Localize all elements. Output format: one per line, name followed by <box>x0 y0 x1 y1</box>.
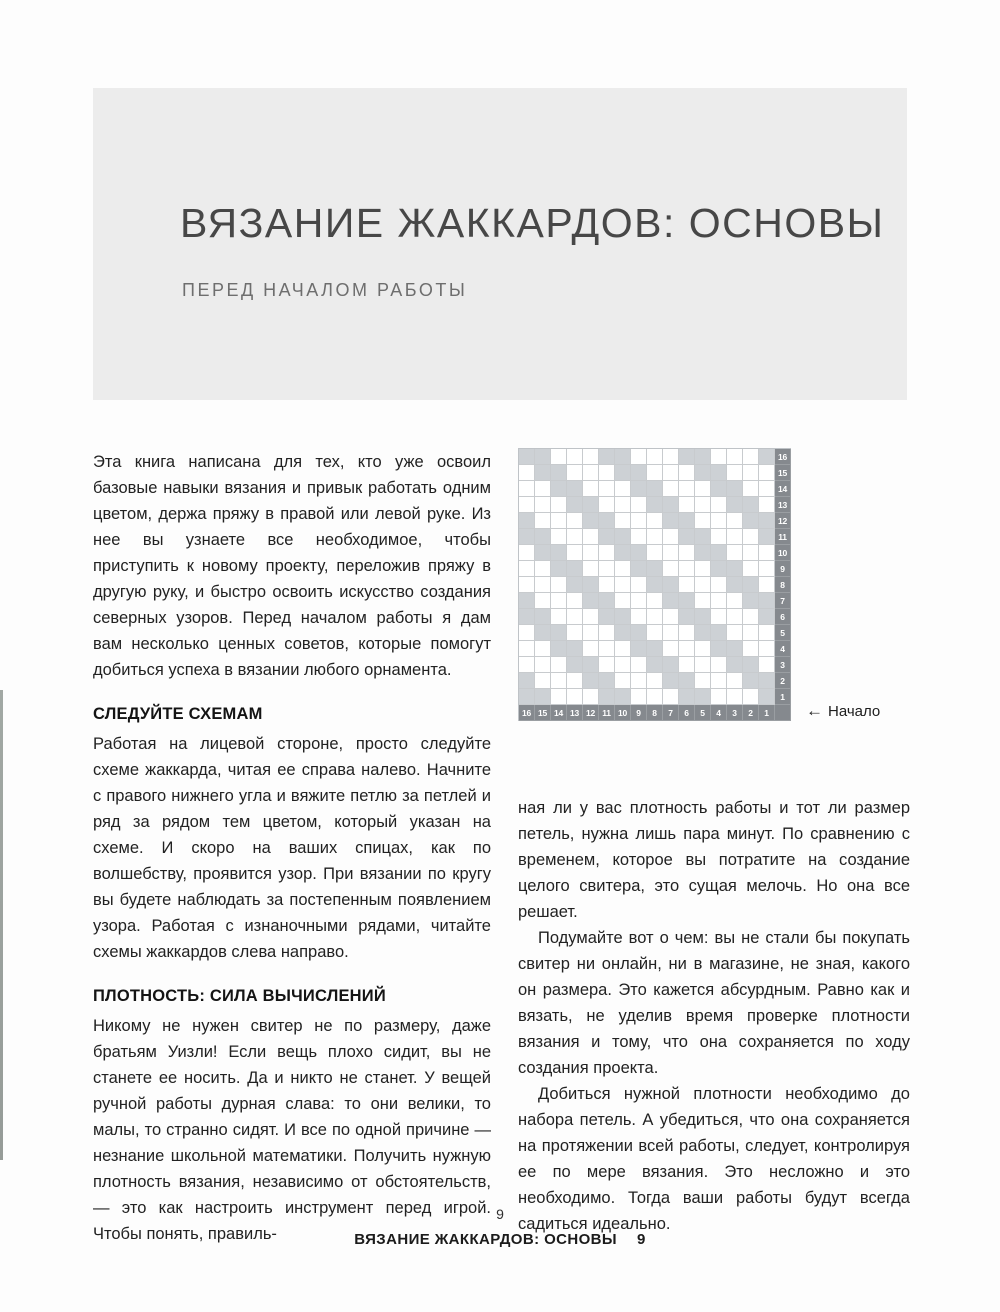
chart-cell <box>727 577 743 593</box>
chart-cell <box>679 609 695 625</box>
chart-cell <box>535 529 551 545</box>
chart-cell <box>567 673 583 689</box>
chart-cell <box>519 593 535 609</box>
chart-cell <box>631 481 647 497</box>
chart-cell <box>615 577 631 593</box>
chart-cell <box>663 641 679 657</box>
chart-cell <box>727 481 743 497</box>
chart-cell <box>551 641 567 657</box>
section-body: Никому не нужен свитер не по размеру, даже братьям Уизли! Если вещь плохо сидит, вы не станете ее носить. Да и никто не станет. У вещей ручной работы дурная слава: то они велики, то малы, то странно сидят. И все по одной причине — незнание школьной математики. Получить нужную плотность вязания, независимо от обстоятельств, — это как настроить инструмент перед игрой. Чтобы понять, правиль- <box>93 1017 491 1243</box>
chart-cell <box>583 529 599 545</box>
chart-cell <box>759 481 775 497</box>
chart-cell <box>759 577 775 593</box>
chart-cell <box>647 609 663 625</box>
chart-start-label <box>806 698 880 725</box>
chart-cell <box>743 673 759 689</box>
chart-cell <box>567 529 583 545</box>
chart-cell <box>759 561 775 577</box>
chart-col-label: 3 <box>727 705 743 721</box>
chart-cell <box>535 673 551 689</box>
chart-cell <box>647 561 663 577</box>
chart-col-label: 6 <box>679 705 695 721</box>
page-edge-shadow <box>0 690 3 1160</box>
chart-cell <box>519 529 535 545</box>
chart-cell <box>519 449 535 465</box>
chart-grid <box>518 448 791 721</box>
chart-cell <box>631 545 647 561</box>
chart-row-label: 12 <box>775 513 791 529</box>
chart-cell <box>695 529 711 545</box>
chart-cell <box>567 641 583 657</box>
chart-cell <box>583 545 599 561</box>
chart-cell <box>663 625 679 641</box>
chart-cell <box>679 481 695 497</box>
chart-cell <box>631 497 647 513</box>
chart-cell <box>647 657 663 673</box>
chart-col-label: 12 <box>583 705 599 721</box>
chart-cell <box>599 593 615 609</box>
body-paragraph: Добиться нужной плотности необходимо до набора петель. А убедиться, что она сохраняется на протяжении всей работы, следует, контролируя ее по мере вязания. Это несложно и это необходимо. Тогда ваши работы будут всегда садиться идеально. <box>518 1085 910 1233</box>
chart-cell <box>551 593 567 609</box>
chart-col-label: 7 <box>663 705 679 721</box>
chart-cell <box>599 561 615 577</box>
chart-cell <box>583 497 599 513</box>
chart-cell <box>583 449 599 465</box>
chart-cell <box>759 625 775 641</box>
chart-cell <box>647 513 663 529</box>
chart-cell <box>567 561 583 577</box>
chart-cell <box>711 561 727 577</box>
chart-cell <box>599 497 615 513</box>
chart-row-label: 10 <box>775 545 791 561</box>
chart-cell <box>551 561 567 577</box>
chart-cell <box>663 561 679 577</box>
chart-cell <box>647 529 663 545</box>
chart-cell <box>679 449 695 465</box>
chart-cell <box>759 529 775 545</box>
chart-cell <box>727 641 743 657</box>
chart-cell <box>519 545 535 561</box>
chart-cell <box>599 545 615 561</box>
chart-cell <box>663 545 679 561</box>
chart-cell <box>567 577 583 593</box>
left-column <box>93 449 491 1247</box>
chart-cell <box>679 593 695 609</box>
chart-cell <box>695 673 711 689</box>
chart-cell <box>599 529 615 545</box>
chart-cell <box>711 577 727 593</box>
chart-cell <box>695 545 711 561</box>
chart-cell <box>679 673 695 689</box>
chart-cell <box>695 481 711 497</box>
chart-cell <box>743 609 759 625</box>
chart-cell <box>551 609 567 625</box>
chart-cell <box>695 625 711 641</box>
chart-cell <box>727 625 743 641</box>
chart-cell <box>535 657 551 673</box>
chart-cell <box>583 609 599 625</box>
chart-row-label: 5 <box>775 625 791 641</box>
right-column-text <box>518 795 910 1237</box>
chart-cell <box>727 593 743 609</box>
chart-cell <box>759 545 775 561</box>
chart-row-label: 9 <box>775 561 791 577</box>
chart-cell <box>615 609 631 625</box>
chart-cell <box>519 497 535 513</box>
chart-cell <box>727 657 743 673</box>
chart-cell <box>519 625 535 641</box>
chart-cell <box>615 449 631 465</box>
chart-cell <box>711 529 727 545</box>
chart-cell <box>647 577 663 593</box>
chart-cell <box>599 641 615 657</box>
footer-running-line <box>0 1231 1000 1248</box>
chart-cell <box>535 625 551 641</box>
chart-cell <box>727 513 743 529</box>
page-title: ВЯЗАНИЕ ЖАККАРДОВ: ОСНОВЫ <box>180 200 885 246</box>
chart-cell <box>615 625 631 641</box>
chart-cell <box>695 593 711 609</box>
body-paragraph: Подумайте вот о чем: вы не стали бы покупать свитер ни онлайн, ни в магазине, не зная, какого он размера. Это кажется абсурдным. Равно как и вязать, не уделив время проверке плотности вязания и тому, что она сохраняется по ходу создания проекта. <box>518 929 910 1077</box>
chart-cell <box>743 577 759 593</box>
chart-cell <box>743 529 759 545</box>
chart-cell <box>711 625 727 641</box>
chart-cell <box>663 657 679 673</box>
chart-cell <box>615 465 631 481</box>
chart-cell <box>567 657 583 673</box>
chart-cell <box>711 497 727 513</box>
chart-cell <box>759 609 775 625</box>
chart-cell <box>567 465 583 481</box>
chart-cell <box>583 657 599 673</box>
chart-cell <box>759 449 775 465</box>
chart-cell <box>615 513 631 529</box>
chart-cell <box>551 657 567 673</box>
chart-cell <box>663 609 679 625</box>
chart-cell <box>535 609 551 625</box>
chart-cell <box>647 641 663 657</box>
chart-cell <box>599 609 615 625</box>
chart-cell <box>551 513 567 529</box>
chart-cell <box>535 593 551 609</box>
chart-cell <box>711 465 727 481</box>
chart-cell <box>759 673 775 689</box>
chart-cell <box>711 641 727 657</box>
chart-cell <box>743 449 759 465</box>
chart-cell <box>727 449 743 465</box>
chart-cell <box>727 545 743 561</box>
chart-cell <box>519 513 535 529</box>
chart-cell <box>695 657 711 673</box>
chart-cell <box>535 513 551 529</box>
chart-row-label: 11 <box>775 529 791 545</box>
left-arrow-icon: ← <box>806 701 823 720</box>
chart-cell <box>551 545 567 561</box>
chart-cell <box>615 561 631 577</box>
chart-cell <box>711 609 727 625</box>
chart-cell <box>583 513 599 529</box>
chart-cell <box>519 561 535 577</box>
chart-corner <box>775 705 791 721</box>
chart-cell <box>615 545 631 561</box>
chart-row-label: 16 <box>775 449 791 465</box>
chart-cell <box>679 641 695 657</box>
chart-cell <box>631 593 647 609</box>
chart-cell <box>551 529 567 545</box>
chart-col-label: 2 <box>743 705 759 721</box>
chart-cell <box>535 465 551 481</box>
chart-cell <box>599 577 615 593</box>
chart-cell <box>759 641 775 657</box>
chart-cell <box>583 465 599 481</box>
chart-cell <box>695 577 711 593</box>
chart-cell <box>631 513 647 529</box>
chart-cell <box>599 513 615 529</box>
chart-cell <box>631 561 647 577</box>
chart-col-label: 15 <box>535 705 551 721</box>
chart-cell <box>695 609 711 625</box>
body-paragraph: ная ли у вас плотность работы и тот ли размер петель, нужна лишь пара минут. По сравнению с временем, которое вы потратите на создание целого свитера, это сущая мелочь. Но она все решает. <box>518 799 910 921</box>
chart-cell <box>615 481 631 497</box>
chart-cell <box>663 513 679 529</box>
chart-cell <box>743 545 759 561</box>
chart-col-label: 10 <box>615 705 631 721</box>
chart-row-label: 3 <box>775 657 791 673</box>
chart-cell <box>679 577 695 593</box>
chart-cell <box>743 561 759 577</box>
chart-row-label: 6 <box>775 609 791 625</box>
chart-cell <box>583 641 599 657</box>
chart-row-label: 1 <box>775 689 791 705</box>
chart-cell <box>567 545 583 561</box>
chart-cell <box>727 529 743 545</box>
header-band <box>93 88 907 400</box>
chart-cell <box>759 657 775 673</box>
chart-cell <box>551 449 567 465</box>
chart-cell <box>519 641 535 657</box>
chart-cell <box>663 529 679 545</box>
chart-cell <box>727 561 743 577</box>
chart-cell <box>679 625 695 641</box>
chart-cell <box>695 449 711 465</box>
chart-cell <box>679 561 695 577</box>
chart-cell <box>551 497 567 513</box>
chart-cell <box>583 593 599 609</box>
footer-page-number: 9 <box>496 1206 504 1222</box>
chart-cell <box>663 593 679 609</box>
chart-cell <box>663 577 679 593</box>
chart-cell <box>631 609 647 625</box>
chart-col-label: 16 <box>519 705 535 721</box>
chart-cell <box>535 641 551 657</box>
chart-cell <box>759 465 775 481</box>
chart-cell <box>583 481 599 497</box>
chart-cell <box>711 449 727 465</box>
chart-cell <box>631 641 647 657</box>
chart-cell <box>615 497 631 513</box>
chart-col-label: 1 <box>759 705 775 721</box>
chart-cell <box>583 625 599 641</box>
chart-cell <box>663 465 679 481</box>
chart-cell <box>695 497 711 513</box>
chart-cell <box>583 577 599 593</box>
chart-col-label: 13 <box>567 705 583 721</box>
chart-row-label: 2 <box>775 673 791 689</box>
chart-cell <box>631 529 647 545</box>
chart-cell <box>599 481 615 497</box>
chart-cell <box>567 593 583 609</box>
section-follow-charts <box>93 701 491 965</box>
chart-cell <box>743 657 759 673</box>
chart-cell <box>679 513 695 529</box>
chart-cell <box>631 449 647 465</box>
chart-cell <box>743 625 759 641</box>
chart-cell <box>647 673 663 689</box>
chart-cell <box>567 481 583 497</box>
chart-cell <box>519 657 535 673</box>
chart-cell <box>727 497 743 513</box>
chart-col-label: 5 <box>695 705 711 721</box>
chart-cell <box>743 497 759 513</box>
chart-cell <box>551 481 567 497</box>
chart-cell <box>535 481 551 497</box>
chart-cell <box>551 673 567 689</box>
chart-cell <box>647 481 663 497</box>
chart-cell <box>615 529 631 545</box>
chart-cell <box>647 465 663 481</box>
footer-running-page-number: 9 <box>636 1231 646 1248</box>
section-heading: СЛЕДУЙТЕ СХЕМАМ <box>93 705 263 723</box>
chart-cell <box>567 625 583 641</box>
chart-cell <box>743 513 759 529</box>
footer-running-title: ВЯЗАНИЕ ЖАККАРДОВ: ОСНОВЫ <box>354 1231 617 1248</box>
chart-cell <box>679 465 695 481</box>
chart-row-label: 4 <box>775 641 791 657</box>
knitting-chart <box>518 448 881 738</box>
chart-cell <box>631 657 647 673</box>
chart-cell <box>519 609 535 625</box>
chart-cell <box>519 673 535 689</box>
chart-cell <box>631 673 647 689</box>
chart-cell <box>551 577 567 593</box>
section-heading: ПЛОТНОСТЬ: СИЛА ВЫЧИСЛЕНИЙ <box>93 987 386 1005</box>
chart-cell <box>615 657 631 673</box>
chart-cell <box>743 465 759 481</box>
chart-cell <box>679 529 695 545</box>
chart-cell <box>743 641 759 657</box>
chart-row-label: 15 <box>775 465 791 481</box>
chart-row-label: 8 <box>775 577 791 593</box>
chart-cell <box>567 513 583 529</box>
page-subtitle: ПЕРЕД НАЧАЛОМ РАБОТЫ <box>182 280 468 300</box>
chart-cell <box>647 625 663 641</box>
chart-cell <box>695 513 711 529</box>
chart-cell <box>599 465 615 481</box>
chart-col-label: 9 <box>631 705 647 721</box>
chart-cell <box>711 673 727 689</box>
chart-cell <box>695 561 711 577</box>
chart-cell <box>711 513 727 529</box>
chart-cell <box>663 497 679 513</box>
chart-cell <box>711 481 727 497</box>
chart-cell <box>759 513 775 529</box>
chart-cell <box>615 673 631 689</box>
chart-cell <box>519 481 535 497</box>
chart-cell <box>631 465 647 481</box>
chart-row-label: 13 <box>775 497 791 513</box>
chart-cell <box>567 449 583 465</box>
chart-cell <box>631 577 647 593</box>
chart-cell <box>599 657 615 673</box>
chart-cell <box>615 641 631 657</box>
chart-cell <box>535 577 551 593</box>
chart-cell <box>695 641 711 657</box>
chart-cell <box>711 593 727 609</box>
chart-cell <box>535 497 551 513</box>
chart-cell <box>551 465 567 481</box>
chart-cell <box>663 673 679 689</box>
chart-cell <box>631 625 647 641</box>
chart-cell <box>647 497 663 513</box>
chart-col-label: 8 <box>647 705 663 721</box>
chart-cell <box>727 465 743 481</box>
chart-cell <box>519 465 535 481</box>
chart-cell <box>599 449 615 465</box>
chart-col-label: 4 <box>711 705 727 721</box>
chart-cell <box>583 673 599 689</box>
start-label-text: Начало <box>828 703 881 720</box>
chart-cell <box>535 449 551 465</box>
chart-cell <box>647 449 663 465</box>
right-column <box>518 448 910 1233</box>
chart-cell <box>535 545 551 561</box>
chart-cell <box>679 657 695 673</box>
chart-cell <box>551 625 567 641</box>
chart-row-label: 7 <box>775 593 791 609</box>
chart-cell <box>711 545 727 561</box>
chart-cell <box>711 657 727 673</box>
chart-cell <box>679 545 695 561</box>
chart-cell <box>599 673 615 689</box>
chart-cell <box>535 561 551 577</box>
chart-cell <box>647 545 663 561</box>
chart-cell <box>567 609 583 625</box>
chart-row-label: 14 <box>775 481 791 497</box>
chart-cell <box>567 497 583 513</box>
chart-cell <box>759 497 775 513</box>
chart-cell <box>615 593 631 609</box>
intro-paragraph: Эта книга написана для тех, кто уже освоил базовые навыки вязания и привык работать одним цветом, держа пряжу в правой или левой руке. Из нее вы узнаете все необходимое, чтобы приступить к новому проекту, переложив пряжу в другую руку, и быстро освоить искусство создания северных узоров. Перед началом работы я дам вам несколько ценных советов, которые помогут добиться успеха в вязании любого орнамента. <box>93 453 491 679</box>
chart-col-label: 14 <box>551 705 567 721</box>
chart-cell <box>743 481 759 497</box>
chart-cell <box>663 449 679 465</box>
chart-cell <box>679 497 695 513</box>
chart-cell <box>727 673 743 689</box>
chart-cell <box>647 593 663 609</box>
chart-cell <box>583 561 599 577</box>
chart-cell <box>743 593 759 609</box>
chart-cell <box>599 625 615 641</box>
chart-col-label: 11 <box>599 705 615 721</box>
chart-cell <box>727 609 743 625</box>
chart-cell <box>519 577 535 593</box>
chart-cell <box>695 465 711 481</box>
section-body: Работая на лицевой стороне, просто следуйте схеме жаккарда, читая ее справа налево. Начните с правого нижнего угла и вяжите петлю за петлей и ряд за рядом тем цветом, который указан на схеме. И скоро на ваших спицах, как по волшебству, проявится узор. При вязании по кругу вы будете наблюдать за постепенным появлением узора. Работая с изнаночными рядами, читайте схемы жаккардов слева направо. <box>93 735 491 961</box>
chart-cell <box>663 481 679 497</box>
chart-cell <box>759 593 775 609</box>
